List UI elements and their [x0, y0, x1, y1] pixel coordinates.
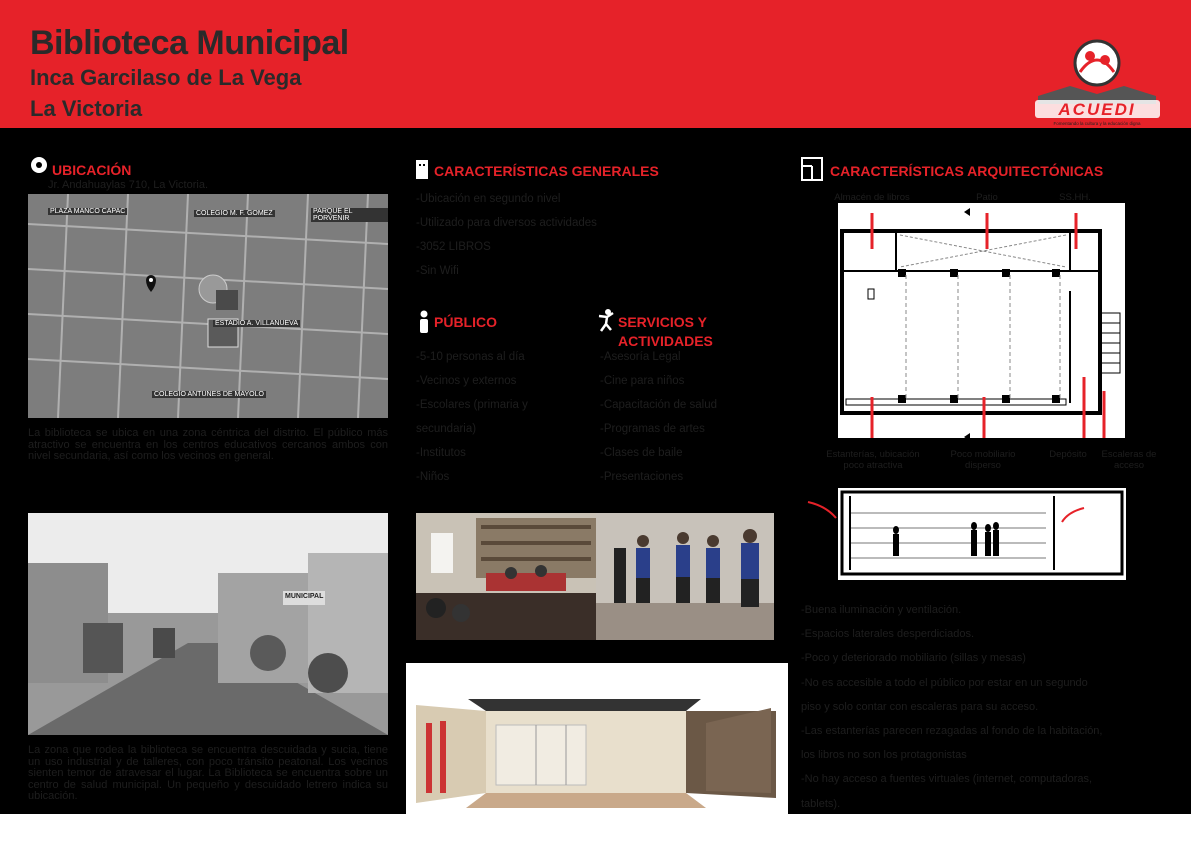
ubicacion-description: La biblioteca se ubica en una zona céntrica del distrito. El público más atractivo se encuentra en los centros educativos cercanos ambos con nivel secundaria, así como los vecinos en general. — [28, 427, 388, 462]
publico-title: PÚBLICO — [434, 314, 497, 330]
list-item: -Buena iluminación y ventilación. — [801, 604, 962, 616]
ubicacion-title: UBICACIÓN — [52, 162, 132, 178]
list-item: -Ubicación en segundo nivel — [416, 193, 561, 205]
servicios-list — [600, 351, 717, 495]
district-label: La Victoria — [30, 96, 143, 121]
svg-text:ACUEDI: ACUEDI — [1058, 100, 1136, 119]
list-item: -3052 LIBROS — [416, 241, 491, 253]
floorplan-label: Depósito — [1049, 449, 1087, 460]
street-photo — [28, 513, 388, 735]
page-subtitle: Inca Garcilaso de La Vega — [30, 65, 302, 90]
floorplan-label: Almacén de libros — [834, 192, 910, 203]
list-item: -No es accesible a todo el público por estar en un segundo — [801, 676, 1088, 689]
floor-plan — [838, 203, 1125, 438]
person-icon — [417, 310, 431, 339]
dancer-icon — [596, 308, 616, 337]
arquitectonicas-title: CARACTERÍSTICAS ARQUITECTÓNICAS — [830, 163, 1104, 179]
list-item: -Presentaciones — [600, 471, 684, 483]
list-item: -Las estanterías parecen rezagadas al fondo de la habitación, — [801, 725, 1103, 738]
list-item: -Programas de artes — [600, 423, 705, 435]
list-item: -Utilizado para diversos actividades — [416, 217, 597, 229]
list-item: secundaria) — [416, 423, 477, 435]
street-sign-text: MUNICIPAL — [285, 593, 324, 600]
list-item: tablets). — [801, 797, 841, 810]
list-item: -Vecinos y externos — [416, 375, 517, 387]
servicios-title-2: ACTIVIDADES — [618, 333, 713, 349]
list-item: -No hay acceso a fuentes virtuales (internet, computadoras, — [801, 773, 1093, 786]
list-item: -5-10 personas al día — [416, 351, 525, 363]
list-item: -Institutos — [416, 447, 466, 459]
svg-text:Fomentando la cultura y la edu: Fomentando la cultura y la educación digna — [1053, 121, 1141, 126]
list-item: piso y solo contar con escaleras para su acceso. — [801, 700, 1039, 713]
list-item: -Cine para niños — [600, 375, 685, 387]
map-label: COLEGIO M. F. GOMEZ — [196, 210, 273, 217]
publico-list — [416, 351, 528, 495]
list-item: -Poco y deteriorado mobiliario (sillas y mesas) — [801, 652, 1026, 665]
location-pin-icon — [30, 156, 48, 183]
library-event-photo — [416, 513, 596, 640]
acuedi-logo — [1030, 38, 1165, 128]
building-icon — [414, 158, 430, 185]
list-item: -Sin Wifi — [416, 265, 459, 277]
map-label: PLAZA MANCO CAPAC — [50, 208, 126, 215]
section-drawing — [806, 488, 1126, 580]
list-item: -Capacitación de salud — [600, 399, 717, 411]
list-item: los libros no son los protagonistas — [801, 749, 967, 762]
floorplan-label: Poco mobiliario disperso — [950, 449, 1016, 471]
header-banner — [0, 0, 1191, 128]
list-item: -Asesoría Legal — [600, 351, 681, 363]
floorplan-icon — [800, 156, 824, 187]
page-title: Biblioteca Municipal — [30, 24, 349, 62]
list-item: -Espacios laterales desperdiciados. — [801, 628, 975, 641]
map-label: PARQUE EL PORVENIR — [311, 208, 388, 222]
arquitectonicas-list — [801, 598, 1167, 816]
map-label: ESTADIO A. VILLANUEVA — [215, 320, 298, 327]
servicios-title: SERVICIOS Y — [618, 314, 707, 330]
floorplan-label: SS.HH. — [1059, 192, 1091, 203]
address-text: Jr. Andahuaylas 710, La Victoria. — [48, 179, 209, 191]
floorplan-label: Estanterías, ubicación poco atractiva — [826, 449, 920, 471]
caracteristicas-title: CARACTERÍSTICAS GENERALES — [434, 163, 659, 179]
interior-render — [406, 663, 788, 814]
map-label: COLEGIO ANTUNES DE MAYOLO — [154, 391, 264, 398]
dance-class-photo — [596, 513, 774, 640]
floorplan-label: Escaleras de acceso — [1101, 449, 1157, 471]
zona-description: La zona que rodea la biblioteca se encuentra descuidada y sucia, tiene un uso industrial y de talleres, con poco tránsito peatonal. Los vecinos sienten temor de atravesar el lugar. La Biblioteca se encuentra sobre un centro de salud municipal. Un pequeño y descuidado letrero indica su ubicación. — [28, 744, 388, 802]
floorplan-label: Patio — [976, 192, 998, 203]
list-item: -Escolares (primaria y — [416, 399, 528, 411]
location-map — [28, 194, 388, 418]
list-item: -Niños — [416, 471, 450, 483]
caracteristicas-list — [416, 193, 597, 289]
list-item: -Clases de baile — [600, 447, 683, 459]
